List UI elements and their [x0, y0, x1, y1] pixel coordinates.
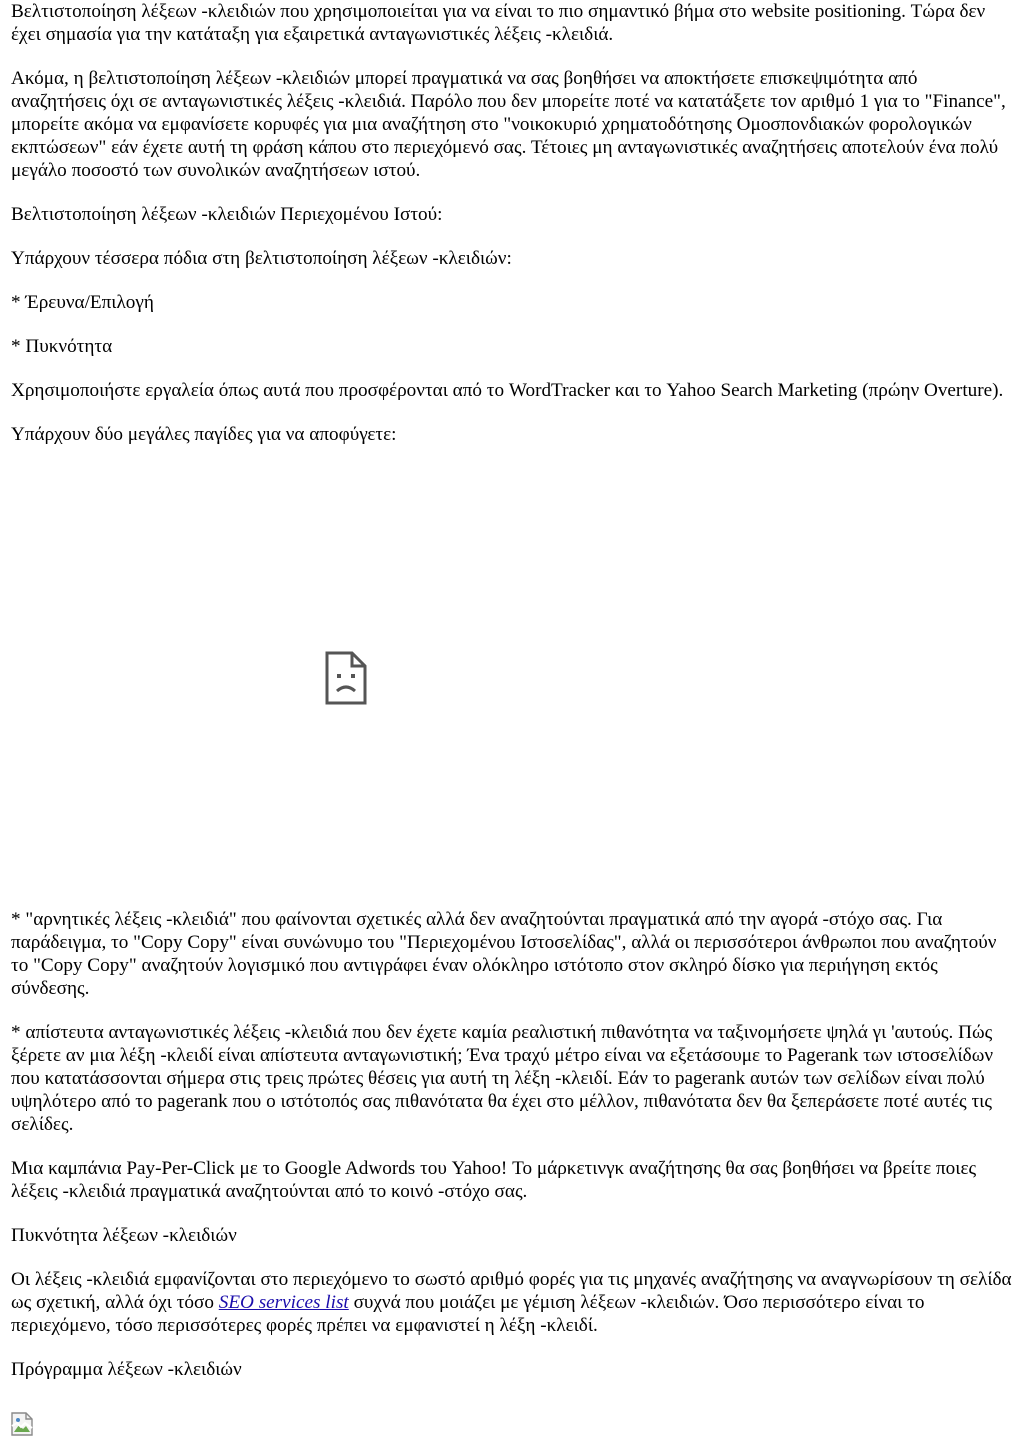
bullet-competitive-keywords: * απίστευτα ανταγωνιστικές λέξεις -κλειδιά που δεν έχετε καμία ρεαλιστική πιθανότητα να ταξινομήσετε ψηλά γι 'αυτούς. Πώς ξέρετε αν μια λέξη -κλειδί είναι απίστευτα ανταγωνιστική; Ένα τραχύ μέτρο είναι να εξετάσουμε το Pagerank των ιστοσελίδων που κατατάσσονται σήμερα στις τρεις πρώτες θέσεις για αυτή τη λέξη -κλειδί. Εάν το pagerank αυτών των σελίδων είναι πολύ υψηλότερο από το pagerank που ο ιστότοπός σας πιθανότατα θα έχει στο μέλλον, πιθανότατα δεν θα ξεπεράσετε ποτέ αυτές τις σελίδες.: [11, 1022, 994, 1135]
paragraph-noncompetitive: Ακόμα, η βελτιστοποίηση λέξεων -κλειδιών μπορεί πραγματικά να σας βοηθήσει να αποκτήσετε επισκεψιμότητα από αναζητήσεις όχι σε ανταγωνιστικές λέξεις -κλειδιά. Παρόλο που δεν μπορείτε ποτέ να κατατάξετε τον αριθμό 1 για το "Finance", μπορείτε ακόμα να εμφανίσετε κορυφές για μια αναζήτηση στο "νοικοκυριό χρηματοδότησης Ομοσπονδιακών φορολογικών εκπτώσεων" εάν έχετε αυτή τη φράση κάπου στο περιεχόμενό σας. Τέτοιες μη ανταγωνιστικές αναζητήσεις αποτελούν ένα πολύ μεγάλο ποσοστό των συνολικών αναζητήσεων ιστού.: [11, 68, 1006, 181]
paragraph-four-legs: Υπάρχουν τέσσερα πόδια στη βελτιστοποίηση λέξεων -κλειδιών:: [11, 248, 512, 269]
seo-services-link[interactable]: SEO services list: [218, 1292, 349, 1313]
heading-content-optimization: Βελτιστοποίηση λέξεων -κλειδιών Περιεχομένου Ιστού:: [11, 204, 443, 225]
paragraph-ppc: Μια καμπάνια Pay-Per-Click με το Google Adwords του Yahoo! Το μάρκετινγκ αναζήτησης θα σας βοηθήσει να βρείτε ποιες λέξεις -κλειδιά πραγματικά αναζητούνται από το κοινό -στόχο σας.: [11, 1158, 977, 1202]
bullet-research: * Έρευνα/Επιλογή: [11, 292, 154, 313]
heading-keyword-schedule: Πρόγραμμα λέξεων -κλειδιών: [11, 1359, 242, 1380]
heading-keyword-density: Πυκνότητα λέξεων -κλειδιών: [11, 1225, 237, 1246]
broken-image-icon: [11, 1412, 33, 1436]
broken-embedded-frame: [11, 467, 1015, 887]
paragraph-pitfalls: Υπάρχουν δύο μεγάλες παγίδες για να αποφύγετε:: [11, 424, 397, 445]
sad-document-icon: [324, 650, 368, 706]
article-body: [11, 0, 1015, 1402]
paragraph-tools: Χρησιμοποιήστε εργαλεία όπως αυτά που προσφέρονται από το WordTracker και το Yahoo Search Marketing (πρώην Overture).: [11, 380, 1004, 401]
density-text-after: συχνά που μοιάζει με γέμιση λέξεων -κλειδιών. Όσο περισσότερο είναι το περιεχόμενο, τόσο περισσότερες φορές πρέπει να εμφανιστεί η λέξη -κλειδί.: [11, 1292, 925, 1336]
bullet-density: * Πυκνότητα: [11, 336, 113, 357]
paragraph-keyword-density: [11, 1268, 1015, 1337]
paragraph-intro: Βελτιστοποίηση λέξεων -κλειδιών που χρησιμοποιείται για να είναι το πιο σημαντικό βήμα στο website positioning. Τώρα δεν έχει σημασία για την κατάταξη για εξαιρετικά ανταγωνιστικές λέξεις -κλειδιά.: [11, 1, 986, 45]
density-text-before: Οι λέξεις -κλειδιά εμφανίζονται στο περιεχόμενο το σωστό αριθμό φορές για τις μηχανές αναζήτησης να αναγνωρίσουν τη σελίδα ως σχετική, αλλά όχι τόσο: [11, 1269, 1012, 1313]
bullet-negative-keywords: * "αρνητικές λέξεις -κλειδιά" που φαίνονται σχετικές αλλά δεν αναζητούνται πραγματικά από την αγορά -στόχο σας. Για παράδειγμα, το "Copy Copy" είναι συνώνυμο του "Περιεχομένου Ιστοσελίδας", αλλά οι περισσότεροι άνθρωποι που αναζητούν το "Copy Copy" αναζητούν λογισμικό που αντιγράφει έναν ολόκληρο ιστότοπο στον σκληρό δίσκο για περιήγηση εκτός σύνδεσης.: [11, 909, 997, 999]
